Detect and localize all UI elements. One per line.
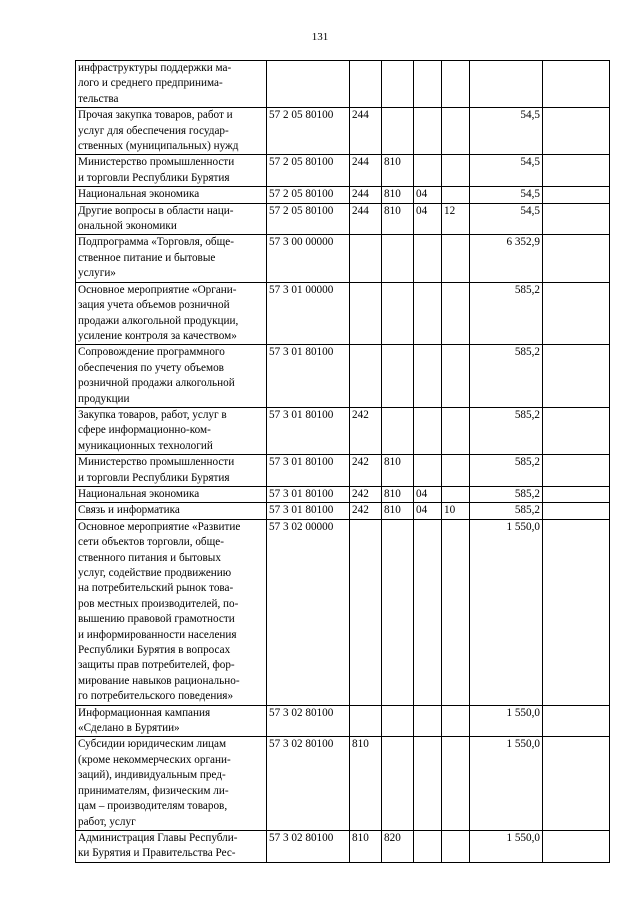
row-subsection-cell [442, 187, 470, 203]
row-amount-cell: 1 550,0 [470, 705, 543, 737]
row-extra-cell [543, 486, 610, 502]
row-subsection-cell [442, 235, 470, 282]
row-name-cell [76, 455, 267, 487]
row-expense-type-cell [350, 519, 382, 705]
row-name-line: лого и среднего предпринима- [78, 77, 223, 90]
row-name-cell [76, 345, 267, 408]
row-subsection-cell [442, 455, 470, 487]
row-subsection-cell [442, 345, 470, 408]
row-expense-type-cell [350, 282, 382, 345]
row-name-cell [76, 830, 267, 862]
row-extra-cell [543, 282, 610, 345]
row-name-cell [76, 108, 267, 155]
table-row [76, 155, 610, 187]
row-name-line: цам – производителям товаров, [78, 800, 228, 813]
row-subsection-cell [442, 61, 470, 108]
row-amount-cell: 54,5 [470, 108, 543, 155]
row-extra-cell [543, 705, 610, 737]
row-name-line: ров местных производителей, по- [78, 597, 239, 610]
row-name-cell [76, 486, 267, 502]
row-name-cell [76, 155, 267, 187]
row-administrator-cell: 810 [382, 155, 414, 187]
row-target-code-cell: 57 3 02 80100 [267, 737, 350, 830]
row-name-line: «Сделано в Бурятии» [78, 722, 180, 735]
row-expense-type-cell: 242 [350, 455, 382, 487]
row-name-line: защиты прав потребителей, фор- [78, 659, 235, 672]
row-expense-type-cell [350, 705, 382, 737]
budget-table-body [76, 61, 610, 863]
row-name-line: продукции [78, 392, 130, 405]
row-name-line: Администрация Главы Республи- [78, 831, 238, 844]
row-amount-cell: 54,5 [470, 155, 543, 187]
row-extra-cell [543, 519, 610, 705]
row-amount-cell: 54,5 [470, 203, 543, 235]
row-extra-cell [543, 345, 610, 408]
row-section-cell [414, 282, 442, 345]
table-row [76, 282, 610, 345]
row-expense-type-cell: 244 [350, 187, 382, 203]
table-row [76, 486, 610, 502]
row-expense-type-cell [350, 235, 382, 282]
row-name-line: услуги» [78, 267, 116, 280]
row-subsection-cell [442, 830, 470, 862]
table-row [76, 705, 610, 737]
row-amount-cell: 6 352,9 [470, 235, 543, 282]
row-name-cell [76, 503, 267, 519]
row-name-line: и торговли Республики Бурятия [78, 171, 230, 184]
row-name-cell [76, 705, 267, 737]
row-name-cell [76, 235, 267, 282]
row-section-cell: 04 [414, 486, 442, 502]
row-extra-cell [543, 737, 610, 830]
table-row [76, 235, 610, 282]
row-name-line: вышению правовой грамотности [78, 613, 235, 626]
row-name-line: Министерство промышленности [78, 156, 235, 169]
row-subsection-cell [442, 282, 470, 345]
row-extra-cell [543, 203, 610, 235]
row-expense-type-cell: 244 [350, 203, 382, 235]
row-name-line: го потребительского поведения» [78, 690, 234, 703]
table-row [76, 345, 610, 408]
row-administrator-cell [382, 407, 414, 454]
row-section-cell: 04 [414, 503, 442, 519]
row-name-line: и информированности населения [78, 628, 237, 641]
row-expense-type-cell [350, 345, 382, 408]
row-name-line: Сопровождение программного [78, 346, 225, 359]
row-name-line: тельства [78, 92, 119, 105]
row-amount-cell [470, 61, 543, 108]
row-extra-cell [543, 503, 610, 519]
row-name-line: и торговли Республики Бурятия [78, 471, 230, 484]
row-name-line: зация учета объемов розничной [78, 299, 230, 312]
row-name-line: продажи алкогольной продукции, [78, 314, 239, 327]
row-target-code-cell: 57 3 02 80100 [267, 705, 350, 737]
row-name-line: работ, услуг [78, 815, 136, 828]
row-extra-cell [543, 830, 610, 862]
row-subsection-cell [442, 519, 470, 705]
row-extra-cell [543, 407, 610, 454]
row-amount-cell: 1 550,0 [470, 737, 543, 830]
row-extra-cell [543, 187, 610, 203]
row-name-line: Национальная экономика [78, 487, 200, 500]
row-section-cell [414, 519, 442, 705]
row-administrator-cell [382, 108, 414, 155]
row-target-code-cell: 57 3 02 80100 [267, 830, 350, 862]
row-subsection-cell [442, 407, 470, 454]
row-administrator-cell [382, 519, 414, 705]
row-expense-type-cell: 244 [350, 155, 382, 187]
table-row [76, 61, 610, 108]
row-administrator-cell: 810 [382, 455, 414, 487]
row-name-line: муникационных технологий [78, 439, 213, 452]
row-name-line: сфере информационно-ком- [78, 424, 211, 437]
row-name-line: ональной экономики [78, 220, 177, 233]
row-target-code-cell: 57 2 05 80100 [267, 108, 350, 155]
row-section-cell [414, 407, 442, 454]
row-subsection-cell: 12 [442, 203, 470, 235]
row-administrator-cell: 820 [382, 830, 414, 862]
row-name-cell [76, 737, 267, 830]
row-target-code-cell: 57 3 01 00000 [267, 282, 350, 345]
row-subsection-cell [442, 108, 470, 155]
row-expense-type-cell: 244 [350, 108, 382, 155]
budget-table [75, 60, 610, 863]
row-administrator-cell: 810 [382, 187, 414, 203]
row-extra-cell [543, 108, 610, 155]
row-expense-type-cell: 242 [350, 486, 382, 502]
row-extra-cell [543, 61, 610, 108]
row-administrator-cell [382, 61, 414, 108]
row-target-code-cell [267, 61, 350, 108]
row-name-line: (кроме некоммерческих органи- [78, 753, 231, 766]
row-extra-cell [543, 155, 610, 187]
row-administrator-cell [382, 282, 414, 345]
row-target-code-cell: 57 2 05 80100 [267, 155, 350, 187]
row-section-cell [414, 155, 442, 187]
row-name-cell [76, 407, 267, 454]
table-row [76, 519, 610, 705]
row-name-line: мирование навыков рационально- [78, 674, 240, 687]
row-name-line: сети объектов торговли, обще- [78, 536, 224, 549]
row-name-cell [76, 203, 267, 235]
row-section-cell: 04 [414, 203, 442, 235]
row-name-line: Другие вопросы в области наци- [78, 204, 234, 217]
row-subsection-cell: 10 [442, 503, 470, 519]
table-row [76, 503, 610, 519]
row-name-line: Республики Бурятия в вопросах [78, 644, 231, 657]
row-section-cell [414, 235, 442, 282]
row-name-line: Национальная экономика [78, 188, 200, 201]
row-name-line: ственных (муниципальных) нужд [78, 140, 239, 153]
row-amount-cell: 585,2 [470, 282, 543, 345]
row-expense-type-cell [350, 61, 382, 108]
table-row [76, 108, 610, 155]
row-target-code-cell: 57 3 02 00000 [267, 519, 350, 705]
row-name-line: принимателям, физическим ли- [78, 784, 229, 797]
row-target-code-cell: 57 3 00 00000 [267, 235, 350, 282]
row-administrator-cell [382, 345, 414, 408]
row-amount-cell: 1 550,0 [470, 830, 543, 862]
row-name-line: обеспечения по учету объемов [78, 361, 224, 374]
row-amount-cell: 585,2 [470, 345, 543, 408]
page-number: 131 [311, 31, 329, 43]
row-target-code-cell: 57 2 05 80100 [267, 187, 350, 203]
row-administrator-cell: 810 [382, 503, 414, 519]
table-row [76, 455, 610, 487]
row-name-line: Основное мероприятие «Органи- [78, 283, 237, 296]
row-name-line: ственное питание и бытовые [78, 251, 216, 264]
row-target-code-cell: 57 3 01 80100 [267, 407, 350, 454]
row-name-cell [76, 61, 267, 108]
row-subsection-cell [442, 705, 470, 737]
row-name-line: услуг, содействие продвижению [78, 567, 232, 579]
row-target-code-cell: 57 3 01 80100 [267, 503, 350, 519]
row-name-line: розничной продажи алкогольной [78, 377, 235, 390]
row-section-cell [414, 345, 442, 408]
table-row [76, 203, 610, 235]
row-name-line: услуг для обеспечения государ- [78, 124, 229, 137]
row-amount-cell: 585,2 [470, 486, 543, 502]
row-administrator-cell [382, 705, 414, 737]
table-row [76, 830, 610, 862]
row-amount-cell: 585,2 [470, 503, 543, 519]
row-section-cell: 04 [414, 187, 442, 203]
row-expense-type-cell: 810 [350, 737, 382, 830]
row-subsection-cell [442, 155, 470, 187]
row-target-code-cell: 57 3 01 80100 [267, 486, 350, 502]
table-row [76, 187, 610, 203]
row-name-line: ственного питания и бытовых [78, 551, 221, 564]
row-subsection-cell [442, 737, 470, 830]
row-target-code-cell: 57 3 01 80100 [267, 345, 350, 408]
row-target-code-cell: 57 3 01 80100 [267, 455, 350, 487]
row-amount-cell: 585,2 [470, 455, 543, 487]
row-name-line: усиление контроля за качеством» [78, 329, 237, 342]
row-section-cell [414, 61, 442, 108]
row-administrator-cell [382, 235, 414, 282]
row-section-cell [414, 737, 442, 830]
table-row [76, 737, 610, 830]
row-name-line: Основное мероприятие «Развитие [78, 520, 241, 533]
row-amount-cell: 1 550,0 [470, 519, 543, 705]
row-name-line: Министерство промышленности [78, 456, 235, 469]
row-subsection-cell [442, 486, 470, 502]
row-name-cell [76, 282, 267, 345]
row-expense-type-cell: 242 [350, 407, 382, 454]
row-section-cell [414, 455, 442, 487]
row-name-line: инфраструктуры поддержки ма- [78, 62, 232, 74]
row-name-line: на потребительский рынок това- [78, 582, 234, 595]
row-extra-cell [543, 455, 610, 487]
row-expense-type-cell: 810 [350, 830, 382, 862]
row-section-cell [414, 705, 442, 737]
row-name-line: Закупка товаров, работ, услуг в [78, 408, 227, 421]
row-administrator-cell: 810 [382, 203, 414, 235]
row-section-cell [414, 830, 442, 862]
row-name-line: Связь и информатика [78, 504, 180, 517]
row-administrator-cell [382, 737, 414, 830]
row-name-cell [76, 519, 267, 705]
row-section-cell [414, 108, 442, 155]
row-name-line: Подпрограмма «Торговля, обще- [78, 236, 234, 249]
table-row [76, 407, 610, 454]
row-name-cell [76, 187, 267, 203]
row-extra-cell [543, 235, 610, 282]
row-amount-cell: 585,2 [470, 407, 543, 454]
row-name-line: Субсидии юридическим лицам [78, 738, 227, 751]
row-name-line: Прочая закупка товаров, работ и [78, 109, 233, 122]
row-administrator-cell: 810 [382, 486, 414, 502]
row-name-line: заций), индивидуальным пред- [78, 769, 226, 782]
row-target-code-cell: 57 2 05 80100 [267, 203, 350, 235]
row-expense-type-cell: 242 [350, 503, 382, 519]
row-amount-cell: 54,5 [470, 187, 543, 203]
row-name-line: ки Бурятия и Правительства Рес- [78, 847, 236, 860]
row-name-line: Информационная кампания [78, 706, 211, 719]
